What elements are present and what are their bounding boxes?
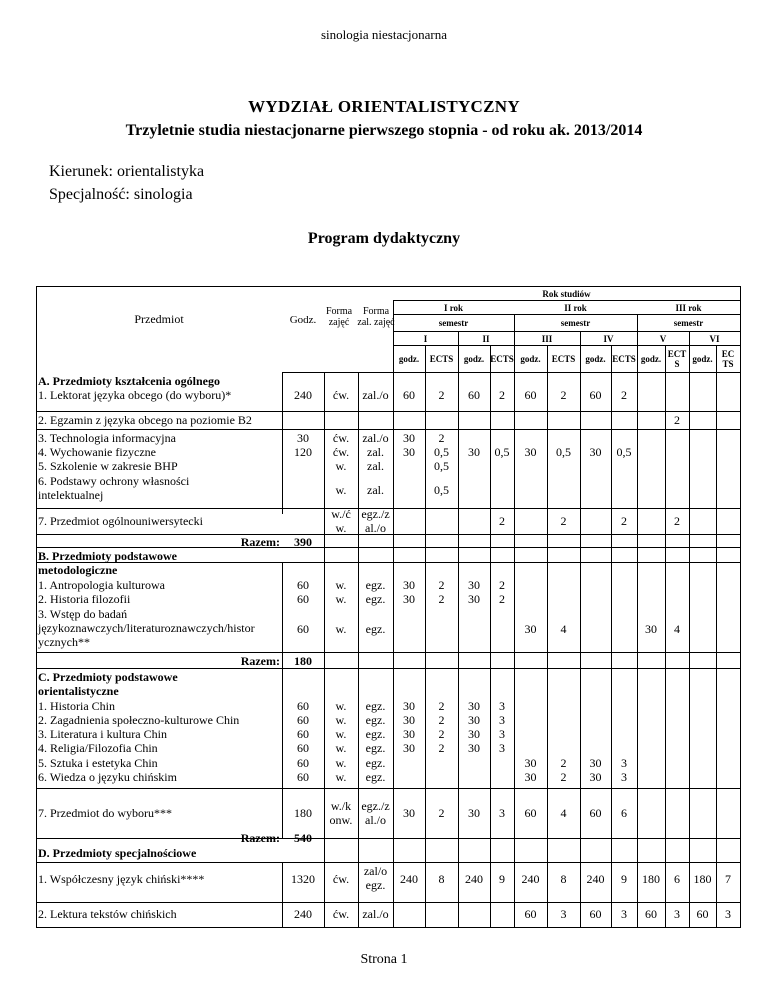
row-c7-e3: 4 — [560, 806, 567, 820]
row-a7-e4: 2 — [621, 514, 627, 528]
row-a3-godz: 30 — [297, 431, 309, 445]
row-d2-e4: 3 — [621, 907, 627, 921]
row-c3-name: 3. Literatura i kultura Chin — [38, 727, 167, 741]
row-d1-g6: 180 — [693, 872, 712, 886]
row-c6-e3: 2 — [560, 770, 567, 784]
row-c5-e4: 3 — [621, 756, 627, 770]
row-d1-forma-zal: zal/o egz. — [363, 864, 388, 892]
header-rok-3: III rok — [675, 303, 702, 313]
row-d1-e6: 7 — [725, 872, 731, 886]
specjalnosc-line: Specjalność: sinologia — [49, 186, 193, 203]
row-b2-forma-zajec: w. — [335, 592, 347, 606]
row-d1-name: 1. Współczesny język chiński**** — [38, 872, 205, 886]
row-c7-g1: 30 — [403, 806, 415, 820]
row-c6-name: 6. Wiedza o języku chińskim — [38, 770, 177, 784]
row-d2-name: 2. Lektura tekstów chińskich — [38, 907, 177, 921]
header-ects-1: ECTS — [429, 354, 454, 364]
row-a5-forma-zal: zal. — [367, 459, 384, 473]
row-a4-g2: 30 — [468, 445, 480, 459]
row-a5-forma-zajec: w. — [335, 459, 347, 473]
row-b1-g2: 30 — [468, 578, 480, 592]
header-godz-2: godz. — [463, 354, 485, 364]
razem-a-value: 390 — [294, 535, 312, 549]
row-d2-g4: 60 — [589, 907, 602, 921]
row-a1-g2: 60 — [468, 388, 480, 402]
razem-c-value: 540 — [294, 831, 312, 845]
row-c7-forma-zajec: w./k onw. — [329, 799, 353, 827]
section-d-title: D. Przedmioty specjalnościowe — [38, 846, 197, 860]
row-b3-name: 3. Wstęp do badań językoznawczych/literaturoznawczych/histor ycznych** — [38, 607, 255, 649]
row-c4-g2: 30 — [468, 741, 480, 755]
row-d1-e4: 9 — [621, 872, 627, 886]
row-a7-forma-zajec: w./ć w. — [331, 507, 351, 535]
row-c3-godz: 60 — [297, 727, 309, 741]
row-c5-forma-zajec: w. — [335, 756, 347, 770]
header-rok-2: II rok — [564, 303, 587, 313]
row-d2-forma-zajec: ćw. — [332, 907, 350, 921]
row-d1-forma-zajec: ćw. — [332, 872, 350, 886]
header-sem-IV: IV — [603, 334, 614, 344]
row-c7-g4: 60 — [589, 806, 602, 820]
row-c4-e2: 3 — [499, 741, 505, 755]
row-a7-forma-zal: egz./z al./o — [361, 507, 390, 535]
row-a3-g1: 30 — [403, 431, 415, 445]
row-b1-e1: 2 — [438, 578, 445, 592]
row-a4-g1: 30 — [403, 445, 415, 459]
header-forma-zal: Forma zal. zajęć — [357, 306, 395, 328]
header-semestr-2: semestr — [560, 318, 591, 328]
row-a7-e2: 2 — [499, 514, 505, 528]
row-a6-forma-zal: zal. — [367, 483, 384, 497]
row-c6-g4: 30 — [589, 770, 602, 784]
row-b1-name: 1. Antropologia kulturowa — [38, 578, 165, 592]
row-c1-e1: 2 — [438, 699, 445, 713]
row-c5-forma-zal: egz. — [365, 756, 386, 770]
row-b2-name: 2. Historia filozofii — [38, 592, 131, 606]
row-a1-e1: 2 — [438, 388, 445, 402]
row-d2-e6: 3 — [725, 907, 731, 921]
row-d2-godz: 240 — [294, 907, 312, 921]
razem-a-label: Razem: — [240, 535, 280, 549]
header-godz-5: godz. — [640, 354, 662, 364]
row-a6-e1: 0,5 — [434, 483, 449, 497]
row-c6-forma-zajec: w. — [335, 770, 347, 784]
row-c5-g3: 30 — [524, 756, 537, 770]
row-b3-g3: 30 — [524, 622, 537, 636]
row-d2-g6: 60 — [696, 907, 709, 921]
row-a1-godz: 240 — [294, 388, 312, 402]
header-rok-studiow: Rok studiów — [542, 289, 591, 299]
row-d1-e5: 6 — [674, 872, 680, 886]
row-b1-g1: 30 — [403, 578, 415, 592]
header-sem-VI: VI — [709, 334, 720, 344]
header-forma-zajec: Forma zajęć — [325, 306, 353, 328]
header-ects-6: EC TS — [721, 349, 735, 369]
row-c7-g2: 30 — [468, 806, 480, 820]
row-b1-godz: 60 — [297, 578, 309, 592]
row-c6-g3: 30 — [524, 770, 537, 784]
row-c6-e4: 3 — [621, 770, 627, 784]
row-c2-name: 2. Zagadnienia społeczno-kulturowe Chin — [38, 713, 240, 727]
row-c4-forma-zal: egz. — [365, 741, 386, 755]
row-a4-g3: 30 — [524, 445, 537, 459]
row-c3-forma-zal: egz. — [365, 727, 386, 741]
row-c4-name: 4. Religia/Filozofia Chin — [38, 741, 158, 755]
row-a4-e1: 0,5 — [434, 445, 449, 459]
header-semestr-3: semestr — [673, 318, 704, 328]
row-b3-e3: 4 — [560, 622, 567, 636]
row-c7-e4: 6 — [621, 806, 627, 820]
row-c3-e2: 3 — [499, 727, 505, 741]
row-d2-g5: 60 — [645, 907, 657, 921]
row-b2-forma-zal: egz. — [365, 592, 386, 606]
row-a1-name: 1. Lektorat języka obcego (do wyboru)* — [38, 388, 232, 402]
header-godz-4: godz. — [585, 354, 606, 364]
row-a3-e1: 2 — [438, 431, 445, 445]
row-b2-g2: 30 — [468, 592, 480, 606]
row-a4-forma-zajec: ćw. — [332, 445, 350, 459]
row-c2-g1: 30 — [403, 713, 415, 727]
header-godz-3: godz. — [520, 354, 541, 364]
row-c5-e3: 2 — [560, 756, 567, 770]
row-a3-forma-zajec: ćw. — [332, 431, 350, 445]
row-b3-godz: 60 — [297, 622, 309, 636]
row-c1-forma-zajec: w. — [335, 699, 347, 713]
row-c2-forma-zajec: w. — [335, 713, 347, 727]
row-d2-g3: 60 — [524, 907, 537, 921]
row-c2-e2: 3 — [499, 713, 505, 727]
row-c7-e1: 2 — [438, 806, 445, 820]
row-d1-g2: 240 — [465, 872, 483, 886]
row-a4-e2: 0,5 — [494, 445, 510, 459]
row-d2-forma-zal: zal./o — [362, 907, 389, 921]
header-rok-1: I rok — [443, 303, 464, 313]
row-a4-e4: 0,5 — [616, 445, 632, 459]
row-c1-g1: 30 — [403, 699, 415, 713]
row-b3-forma-zal: egz. — [365, 622, 386, 636]
program-title: Program dydaktyczny — [307, 230, 461, 247]
row-a3-forma-zal: zal./o — [362, 431, 389, 445]
row-b1-forma-zajec: w. — [335, 578, 347, 592]
program-subtitle: Trzyletnie studia niestacjonarne pierwszego stopnia - od roku ak. 2013/2014 — [125, 122, 643, 139]
row-b1-forma-zal: egz. — [365, 578, 386, 592]
row-c1-g2: 30 — [468, 699, 480, 713]
row-a1-g1: 60 — [403, 388, 415, 402]
razem-c-label: Razem: — [240, 831, 280, 845]
row-d1-g5: 180 — [642, 872, 660, 886]
row-c3-e1: 2 — [438, 727, 445, 741]
row-c4-g1: 30 — [403, 741, 415, 755]
row-a4-godz: 120 — [294, 445, 312, 459]
row-c7-godz: 180 — [294, 806, 312, 820]
row-c1-e2: 3 — [499, 699, 505, 713]
row-a4-e3: 0,5 — [556, 445, 571, 459]
row-a5-e1: 0,5 — [434, 459, 449, 473]
razem-b-value: 180 — [294, 654, 312, 668]
header-sem-III: III — [541, 334, 553, 344]
header-ects-5: ECT S — [667, 349, 687, 369]
row-a6-forma-zajec: w. — [335, 483, 347, 497]
row-c5-g4: 30 — [589, 756, 602, 770]
row-c1-name: 1. Historia Chin — [38, 699, 115, 713]
header-sem-V: V — [659, 334, 667, 344]
row-d2-e3: 3 — [560, 907, 567, 921]
header-ects-3: ECTS — [551, 354, 576, 364]
header-ects-4: ECTS — [612, 354, 636, 364]
row-d1-g1: 240 — [400, 872, 418, 886]
row-a2-name: 2. Egzamin z języka obcego na poziomie B2 — [38, 413, 252, 427]
row-c5-godz: 60 — [297, 756, 309, 770]
row-c3-g2: 30 — [468, 727, 480, 741]
row-a1-e3: 2 — [560, 388, 567, 402]
row-d1-g3: 240 — [521, 872, 540, 886]
row-c4-forma-zajec: w. — [335, 741, 347, 755]
row-b2-e1: 2 — [438, 592, 445, 606]
header-godz-6: godz. — [692, 354, 713, 364]
row-a4-g4: 30 — [589, 445, 602, 459]
row-c4-godz: 60 — [297, 741, 309, 755]
row-c3-forma-zajec: w. — [335, 727, 347, 741]
row-c1-godz: 60 — [297, 699, 309, 713]
row-a5-name: 5. Szkolenie w zakresie BHP — [38, 459, 178, 473]
header-sem-I: I — [423, 334, 428, 344]
row-c7-g3: 60 — [524, 806, 537, 820]
row-a1-g3: 60 — [524, 388, 537, 402]
header-sem-II: II — [482, 334, 490, 344]
row-b2-g1: 30 — [403, 592, 415, 606]
row-c4-e1: 2 — [438, 741, 445, 755]
row-b1-e2: 2 — [499, 578, 505, 592]
row-b2-godz: 60 — [297, 592, 309, 606]
row-c5-name: 5. Sztuka i estetyka Chin — [38, 756, 158, 770]
row-a1-g4: 60 — [589, 388, 602, 402]
row-c2-godz: 60 — [297, 713, 309, 727]
row-c7-e2: 3 — [499, 806, 505, 820]
row-c2-forma-zal: egz. — [365, 713, 386, 727]
header-ects-2: ECTS — [490, 354, 514, 364]
row-a1-forma-zal: zal./o — [362, 388, 389, 402]
razem-b-label: Razem: — [240, 654, 280, 668]
row-a7-name: 7. Przedmiot ogólnouniwersytecki — [38, 514, 203, 528]
row-a4-forma-zal: zal. — [367, 445, 384, 459]
page-footer: Strona 1 — [360, 952, 408, 967]
row-a4-name: 4. Wychowanie fizyczne — [38, 445, 157, 459]
row-a7-e3: 2 — [560, 514, 567, 528]
row-d2-e5: 3 — [674, 907, 680, 921]
header-godz: Godz. — [289, 314, 317, 326]
row-c7-forma-zal: egz./z al./o — [361, 799, 390, 827]
row-b3-forma-zajec: w. — [335, 622, 347, 636]
row-b2-e2: 2 — [499, 592, 505, 606]
row-a6-name: 6. Podstawy ochrony własności intelektualnej — [38, 474, 190, 502]
page-header: sinologia niestacjonarna — [321, 27, 447, 42]
row-c3-g1: 30 — [403, 727, 415, 741]
row-a1-e4: 2 — [621, 388, 627, 402]
row-b3-e5: 4 — [674, 622, 680, 636]
row-c2-g2: 30 — [468, 713, 480, 727]
row-c6-godz: 60 — [297, 770, 309, 784]
row-a3-name: 3. Technologia informacyjna — [38, 431, 176, 445]
section-a-title: A. Przedmioty kształcenia ogólnego — [38, 374, 220, 388]
row-d1-g4: 240 — [586, 872, 605, 886]
row-a1-forma-zajec: ćw. — [332, 388, 350, 402]
row-c1-forma-zal: egz. — [365, 699, 386, 713]
row-c2-e1: 2 — [438, 713, 445, 727]
row-b3-g5: 30 — [645, 622, 657, 636]
row-d1-godz: 1320 — [291, 872, 315, 886]
section-b-title: B. Przedmioty podstawowe metodologiczne — [38, 549, 177, 577]
kierunek-line: Kierunek: orientalistyka — [49, 163, 205, 180]
header-przedmiot: Przedmiot — [134, 312, 184, 326]
row-c7-name: 7. Przedmiot do wyboru*** — [38, 806, 172, 820]
row-d1-e2: 9 — [499, 872, 505, 886]
row-a1-e2: 2 — [499, 388, 505, 402]
section-c-title: C. Przedmioty podstawowe orientalistyczne — [38, 670, 178, 698]
header-semestr-1: semestr — [438, 318, 469, 328]
row-d1-e1: 8 — [438, 872, 445, 886]
row-d1-e3: 8 — [560, 872, 567, 886]
row-a7-e5: 2 — [674, 514, 680, 528]
row-a2-e6: 2 — [674, 413, 680, 427]
row-c6-forma-zal: egz. — [365, 770, 386, 784]
faculty-title: WYDZIAŁ ORIENTALISTYCZNY — [248, 97, 520, 116]
header-godz-1: godz. — [398, 354, 420, 364]
